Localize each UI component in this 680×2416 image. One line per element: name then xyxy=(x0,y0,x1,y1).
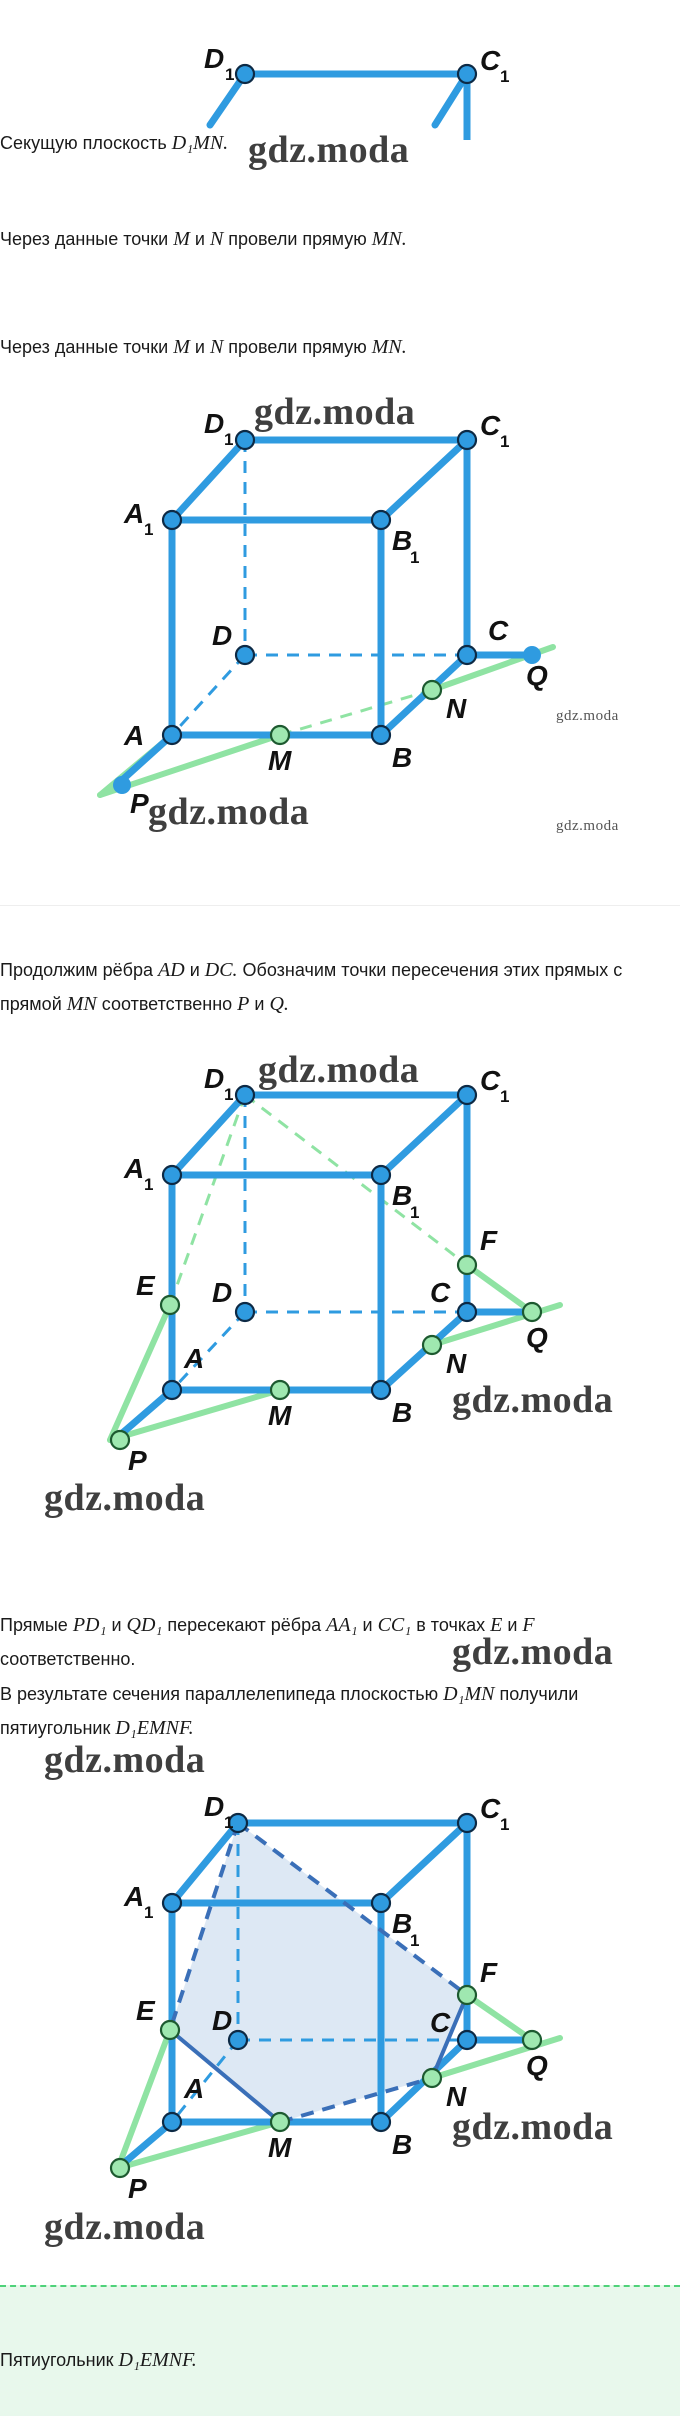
label-b1: B xyxy=(392,1908,413,1939)
figure-cube-top-crop xyxy=(0,0,680,140)
math-f: F xyxy=(522,1614,535,1636)
watermark: gdz.moda xyxy=(452,1379,614,1421)
math-cc1: CC₁ xyxy=(377,1614,412,1636)
point-q xyxy=(523,1303,541,1321)
answer-box xyxy=(0,2285,680,2416)
text: соответственно. xyxy=(0,1649,136,1669)
label-p: P xyxy=(128,1445,147,1476)
point-n xyxy=(423,2069,441,2087)
label-e: E xyxy=(136,1995,155,2026)
label-c1-sub: 1 xyxy=(500,1815,510,1834)
answer-text xyxy=(0,2343,660,2377)
text: и xyxy=(357,1615,378,1635)
watermark: gdz.moda xyxy=(44,1477,206,1519)
label-f: F xyxy=(480,1225,498,1256)
label-d1: D xyxy=(204,1791,225,1822)
point-m xyxy=(271,726,289,744)
watermark: gdz.moda xyxy=(248,129,410,171)
label-c1-sub: 1 xyxy=(500,67,510,86)
watermark-small: gdz.moda xyxy=(556,708,619,724)
label-b: B xyxy=(392,2129,413,2160)
math-d1emnf: D₁EMNF. xyxy=(118,2349,197,2371)
paragraph-line-mn-2 xyxy=(0,330,660,364)
label-d: D xyxy=(212,620,233,651)
label-c1: C xyxy=(480,1793,501,1824)
edge-c1b1 xyxy=(381,440,467,520)
line-fq xyxy=(467,1995,532,2040)
text: Пятиугольник xyxy=(0,2350,119,2370)
text: пятиугольник xyxy=(0,1718,116,1738)
label-d1-sub: 1 xyxy=(224,430,234,449)
line-fq xyxy=(467,1265,532,1312)
label-b1-sub: 1 xyxy=(410,1203,420,1222)
watermark: gdz.moda xyxy=(44,2206,206,2248)
label-q: Q xyxy=(526,1322,548,1353)
text: и xyxy=(189,229,210,249)
label-c: C xyxy=(488,615,509,646)
point-f xyxy=(458,1256,476,1274)
vertex-a1 xyxy=(163,1166,181,1184)
vertex-a xyxy=(163,1381,181,1399)
label-a: A xyxy=(124,720,145,751)
text: Через данные точки xyxy=(0,229,174,249)
vertex-d1 xyxy=(236,1086,254,1104)
math-m: M xyxy=(173,228,190,250)
label-c: C xyxy=(430,1277,451,1308)
label-d1: D xyxy=(204,43,225,74)
label-n: N xyxy=(446,693,467,724)
text: Через данные точки xyxy=(0,337,174,357)
line-d1f xyxy=(245,1095,467,1265)
math-dc: DC. xyxy=(204,959,238,981)
label-d1-sub: 1 xyxy=(225,65,235,84)
vertex-d xyxy=(236,646,254,664)
text: и xyxy=(189,337,210,357)
text: в точках xyxy=(411,1615,491,1635)
label-d1-sub: 1 xyxy=(224,1085,234,1104)
math-mn: MN. xyxy=(371,228,407,250)
label-n: N xyxy=(446,1348,467,1379)
label-c1-sub: 1 xyxy=(500,1087,510,1106)
label-m: M xyxy=(268,2132,292,2163)
text: и xyxy=(184,960,205,980)
label-a1-sub: 1 xyxy=(144,1175,154,1194)
text: Прямые xyxy=(0,1615,73,1635)
label-e: E xyxy=(136,1270,155,1301)
label-a1: A xyxy=(124,1881,145,1912)
math-n: N xyxy=(209,336,224,358)
math-m: M xyxy=(173,336,190,358)
vertex-a xyxy=(163,726,181,744)
vertex-a1 xyxy=(163,511,181,529)
text: Обозначим точки пересечения этих прямых с xyxy=(237,960,623,980)
label-a1-sub: 1 xyxy=(144,1903,154,1922)
label-p: P xyxy=(128,2173,147,2204)
watermark: gdz.moda xyxy=(452,1631,614,1673)
line-pm xyxy=(110,1390,280,1440)
label-q: Q xyxy=(526,660,548,691)
edge-da-hidden xyxy=(172,655,245,735)
vertex-c1 xyxy=(458,65,476,83)
line-d1e xyxy=(170,1095,245,1305)
math-ad: AD xyxy=(158,959,185,981)
label-a1-sub: 1 xyxy=(144,520,154,539)
math-qd1: QD₁ xyxy=(126,1614,163,1636)
vertex-a1 xyxy=(163,1894,181,1912)
vertex-d1 xyxy=(236,65,254,83)
text: пересекают рёбра xyxy=(162,1615,327,1635)
text: провели прямую xyxy=(223,337,372,357)
point-q xyxy=(523,2031,541,2049)
vertex-b1 xyxy=(372,1894,390,1912)
label-b1: B xyxy=(392,525,413,556)
text: Продолжим рёбра xyxy=(0,960,159,980)
watermark: gdz.moda xyxy=(44,1739,206,1781)
label-m: M xyxy=(268,745,292,776)
vertex-a xyxy=(163,2113,181,2131)
text: и xyxy=(106,1615,127,1635)
label-d1: D xyxy=(204,1063,225,1094)
paragraph-extend-edges xyxy=(0,953,660,1021)
label-b: B xyxy=(392,1397,413,1428)
text: прямой xyxy=(0,994,67,1014)
label-b: B xyxy=(392,742,413,773)
label-d: D xyxy=(212,1277,233,1308)
vertex-b xyxy=(372,1381,390,1399)
vertex-b1 xyxy=(372,511,390,529)
point-p xyxy=(113,776,131,794)
math-mn: MN. xyxy=(371,336,407,358)
label-n: N xyxy=(446,2081,467,2112)
point-e xyxy=(161,1296,179,1314)
label-q: Q xyxy=(526,2050,548,2081)
point-f xyxy=(458,1986,476,2004)
math-e: E xyxy=(490,1614,503,1636)
label-a1: A xyxy=(124,498,145,529)
edge-d1a1 xyxy=(172,440,245,520)
point-n xyxy=(423,681,441,699)
label-a: A xyxy=(184,1343,205,1374)
vertex-b1 xyxy=(372,1166,390,1184)
text: и xyxy=(502,1615,523,1635)
label-c1: C xyxy=(480,410,501,441)
label-d1-sub: 1 xyxy=(224,1813,234,1832)
vertex-b xyxy=(372,2113,390,2131)
label-p: P xyxy=(130,788,149,819)
text: получили xyxy=(494,1684,579,1704)
watermark-small: gdz.moda xyxy=(556,818,619,834)
math-mn: MN xyxy=(66,993,97,1015)
text: В результате сечения параллелепипеда плоскостью xyxy=(0,1684,444,1704)
vertex-d1 xyxy=(236,431,254,449)
watermark: gdz.moda xyxy=(254,391,416,433)
point-p xyxy=(111,2159,129,2177)
edge-c1b1 xyxy=(381,1823,467,1903)
math-d1emnf: D₁EMNF. xyxy=(115,1717,194,1739)
label-c1: C xyxy=(480,1065,501,1096)
vertex-c xyxy=(458,646,476,664)
vertex-d xyxy=(236,1303,254,1321)
vertex-c xyxy=(458,1303,476,1321)
point-e xyxy=(161,2021,179,2039)
label-d: D xyxy=(212,2005,233,2036)
label-a: A xyxy=(184,2073,205,2104)
math-aa1: AA₁ xyxy=(326,1614,358,1636)
point-m xyxy=(271,1381,289,1399)
point-m xyxy=(271,2113,289,2131)
text: и xyxy=(249,994,270,1014)
vertex-c xyxy=(458,2031,476,2049)
vertex-c1 xyxy=(458,1814,476,1832)
paragraph-line-mn-1 xyxy=(0,222,660,256)
edge-c1b1 xyxy=(381,1095,467,1175)
math-q: Q. xyxy=(269,993,289,1015)
label-c1: C xyxy=(480,45,501,76)
paragraph-result xyxy=(0,1677,660,1745)
edge-da-hidden xyxy=(172,1312,245,1390)
watermark: gdz.moda xyxy=(148,791,310,833)
divider xyxy=(0,905,680,906)
point-p xyxy=(111,1431,129,1449)
label-c: C xyxy=(430,2007,451,2038)
label-c1-sub: 1 xyxy=(500,432,510,451)
label-f: F xyxy=(480,1957,498,1988)
edge-d1a1 xyxy=(172,1095,245,1175)
figure-cube-ef xyxy=(0,1050,680,1490)
math-n: N xyxy=(209,228,224,250)
text: соответственно xyxy=(96,994,238,1014)
label-a1: A xyxy=(124,1153,145,1184)
figure-cube-mn-pq xyxy=(0,395,680,865)
label-b1-sub: 1 xyxy=(410,548,420,567)
label-b1-sub: 1 xyxy=(410,1931,420,1950)
text: провели прямую xyxy=(223,229,372,249)
vertex-c1 xyxy=(458,1086,476,1104)
text: Секущую плоскость xyxy=(0,133,172,153)
label-b1: B xyxy=(392,1180,413,1211)
vertex-b xyxy=(372,726,390,744)
math-p: P xyxy=(237,993,250,1015)
math-d1mn: D₁MN. xyxy=(171,132,229,154)
point-n xyxy=(423,1336,441,1354)
math-pd1: PD₁ xyxy=(72,1614,107,1636)
vertex-c1 xyxy=(458,431,476,449)
watermark: gdz.moda xyxy=(258,1049,420,1091)
label-d1: D xyxy=(204,408,225,439)
math-d1mn: D₁MN xyxy=(443,1683,495,1705)
label-m: M xyxy=(268,1400,292,1431)
watermark: gdz.moda xyxy=(452,2106,614,2148)
